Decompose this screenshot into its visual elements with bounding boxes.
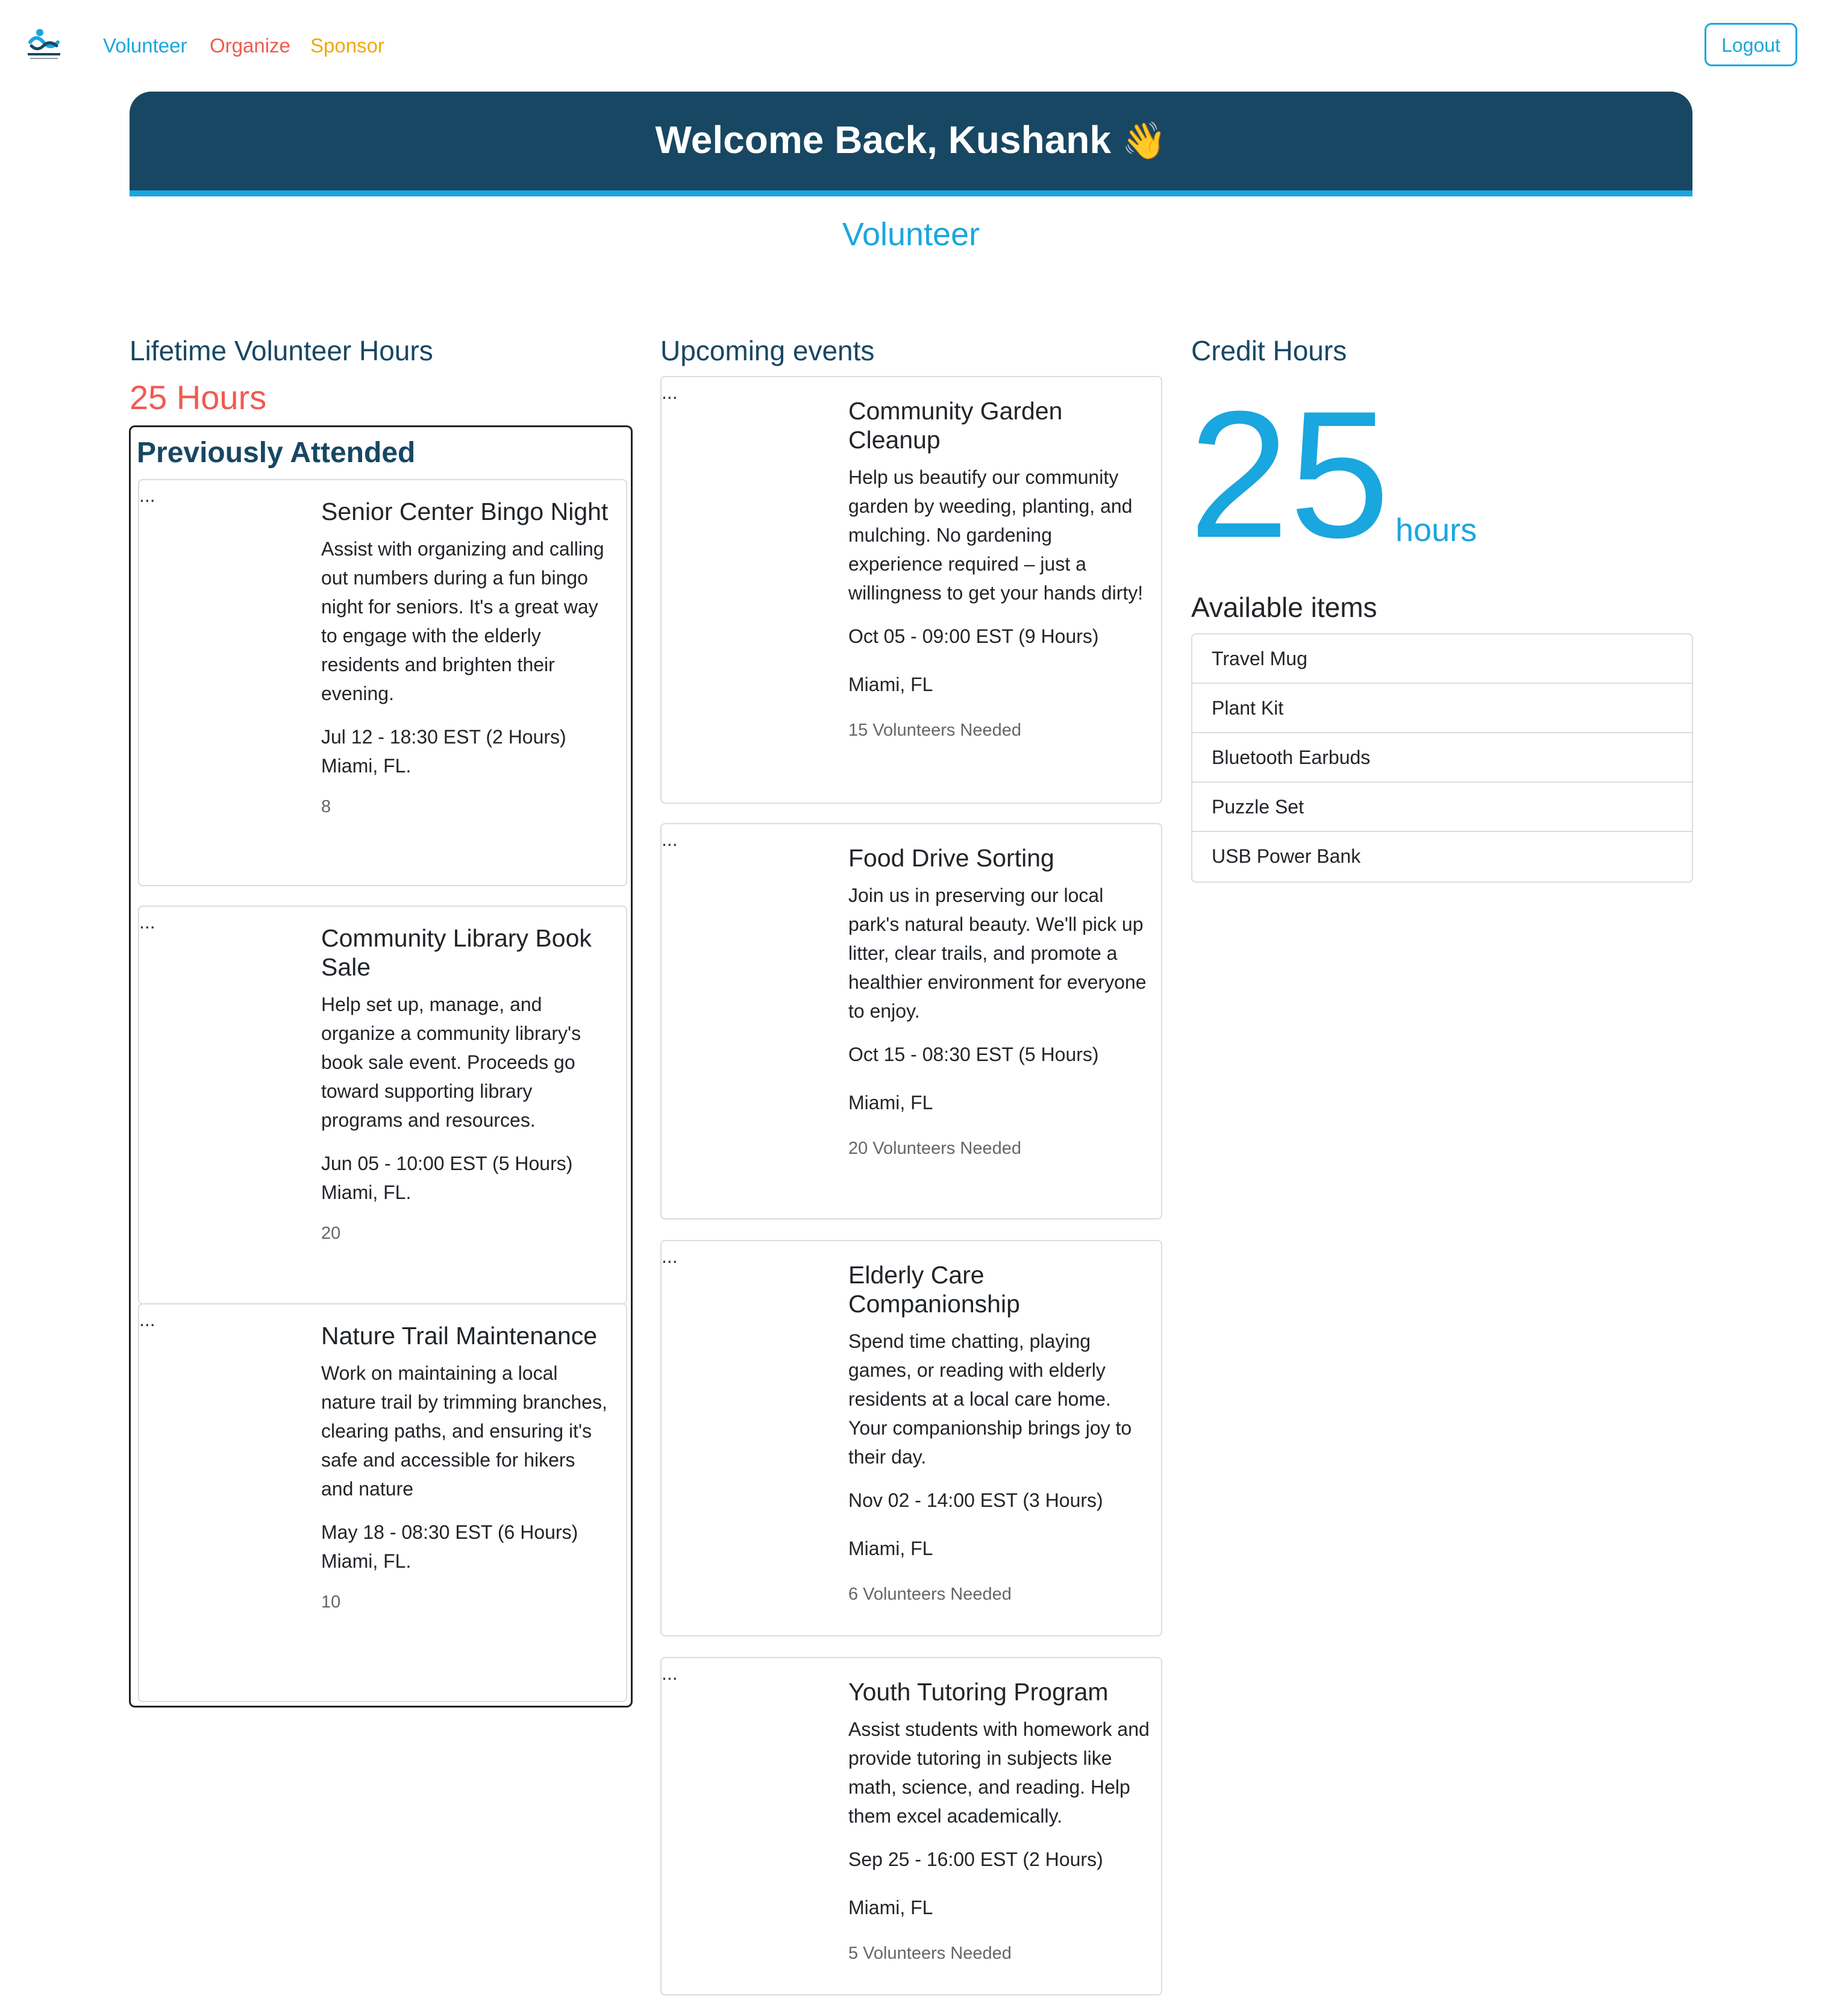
event-description: Join us in preserving our local park's natural beauty. We'll pick up litter, clear trails, and promote a healthier environment for everyone to enjoy.: [848, 884, 1147, 1022]
event-datetime: Oct 05 - 09:00 EST (9 Hours): [848, 625, 1099, 647]
event-attendee-count: 10: [321, 1592, 341, 1612]
logout-button[interactable]: Logout: [1705, 23, 1797, 66]
event-location: Miami, FL.: [321, 755, 412, 777]
previously-attended-title: Previously Attended: [137, 437, 416, 469]
attended-event-card[interactable]: [138, 1303, 627, 1702]
top-navbar: [0, 0, 1822, 90]
event-datetime: Sep 25 - 16:00 EST (2 Hours): [848, 1849, 1103, 1870]
event-location: Miami, FL.: [321, 1182, 412, 1203]
available-items-heading: Available items: [1191, 592, 1377, 623]
volunteers-needed: 5 Volunteers Needed: [848, 1944, 1012, 1963]
event-description: Work on maintaining a local nature trail by trimming branches, clearing paths, and ensuring it's safe and accessible for hikers and nature: [321, 1362, 607, 1500]
attended-event-card[interactable]: [138, 479, 627, 886]
event-image-placeholder: ...: [662, 1245, 678, 1267]
event-card-body: [848, 1677, 1150, 1965]
event-datetime: Nov 02 - 14:00 EST (3 Hours): [848, 1489, 1103, 1511]
available-item[interactable]: Puzzle Set: [1192, 783, 1692, 832]
available-item[interactable]: Plant Kit: [1192, 684, 1692, 733]
attended-event-card[interactable]: [138, 906, 627, 1304]
event-datetime: Jun 05 - 10:00 EST (5 Hours): [321, 1153, 573, 1174]
event-title: Community Library Book Sale: [321, 924, 592, 981]
lifetime-hours-heading: Lifetime Volunteer Hours: [130, 335, 433, 366]
credit-hours-heading: Credit Hours: [1191, 335, 1347, 366]
event-attendee-count: 8: [321, 797, 331, 816]
available-item[interactable]: Bluetooth Earbuds: [1192, 733, 1692, 783]
welcome-heading: [130, 92, 1692, 189]
event-title: Food Drive Sorting: [848, 844, 1054, 872]
event-title: Youth Tutoring Program: [848, 1678, 1109, 1706]
credit-hours-unit: hours: [1395, 512, 1477, 548]
waving-hand-icon: 👋: [1121, 120, 1167, 162]
volunteers-needed: 15 Volunteers Needed: [848, 721, 1021, 740]
event-title: Elderly Care Companionship: [848, 1261, 1020, 1318]
event-title: Nature Trail Maintenance: [321, 1322, 598, 1350]
welcome-text: Welcome Back, Kushank: [655, 118, 1111, 161]
event-image-placeholder: ...: [139, 484, 155, 506]
event-card-body: [848, 396, 1150, 742]
event-description: Help us beautify our community garden by weeding, planting, and mulching. No gardening experience required – just a willingness to get your hands dirty!: [848, 466, 1144, 604]
lifetime-hours-value: 25 Hours: [130, 378, 267, 416]
event-datetime: May 18 - 08:30 EST (6 Hours): [321, 1521, 578, 1543]
credit-hours-value: 25: [1189, 373, 1390, 575]
event-card-body: [848, 1260, 1150, 1606]
event-datetime: Jul 12 - 18:30 EST (2 Hours): [321, 726, 566, 748]
event-title: Senior Center Bingo Night: [321, 498, 609, 525]
event-location: Miami, FL.: [321, 1550, 412, 1572]
nav-link-volunteer[interactable]: Volunteer: [103, 34, 187, 57]
event-image-placeholder: ...: [139, 1309, 155, 1330]
event-card-body: [321, 1321, 610, 1614]
upcoming-event-card[interactable]: [660, 1657, 1162, 1996]
event-location: Miami, FL: [848, 1092, 933, 1113]
volunteers-needed: 6 Volunteers Needed: [848, 1585, 1012, 1604]
event-location: Miami, FL: [848, 674, 933, 695]
welcome-banner: [130, 92, 1692, 196]
event-card-body: [321, 497, 610, 819]
event-location: Miami, FL: [848, 1897, 933, 1918]
upcoming-event-card[interactable]: [660, 1240, 1162, 1636]
event-description: Help set up, manage, and organize a community library's book sale event. Proceeds go toward supporting library programs and resources.: [321, 994, 581, 1131]
volunteers-needed: 20 Volunteers Needed: [848, 1139, 1021, 1158]
event-attendee-count: 20: [321, 1224, 341, 1243]
event-datetime: Oct 15 - 08:30 EST (5 Hours): [848, 1044, 1099, 1065]
event-image-placeholder: ...: [662, 381, 678, 403]
event-image-placeholder: ...: [662, 828, 678, 850]
event-location: Miami, FL: [848, 1538, 933, 1559]
event-card-body: [848, 844, 1150, 1160]
event-description: Assist with organizing and calling out numbers during a fun bingo night for seniors. It's a great way to engage with the elderly residents and brighten their evening.: [321, 538, 604, 704]
previously-attended-panel: [129, 425, 633, 1708]
event-image-placeholder: ...: [139, 911, 155, 933]
downtime-logo-icon[interactable]: [23, 27, 65, 61]
event-title: Community Garden Cleanup: [848, 397, 1063, 454]
event-image-placeholder: ...: [662, 1662, 678, 1684]
upcoming-event-card[interactable]: [660, 823, 1162, 1219]
role-title: Volunteer: [842, 216, 980, 252]
upcoming-event-card[interactable]: [660, 376, 1162, 804]
available-item[interactable]: Travel Mug: [1192, 634, 1692, 684]
available-item[interactable]: USB Power Bank: [1212, 845, 1361, 867]
upcoming-events-heading: Upcoming events: [660, 335, 875, 366]
nav-link-organize[interactable]: Organize: [210, 34, 290, 57]
available-items-list: [1191, 633, 1693, 883]
nav-link-sponsor[interactable]: Sponsor: [310, 34, 384, 57]
event-description: Spend time chatting, playing games, or reading with elderly residents at a local care home. Your companionship brings joy to their day.: [848, 1330, 1132, 1468]
event-description: Assist students with homework and provide tutoring in subjects like math, science, and reading. Help them excel academically.: [848, 1718, 1150, 1827]
event-card-body: [321, 924, 610, 1245]
